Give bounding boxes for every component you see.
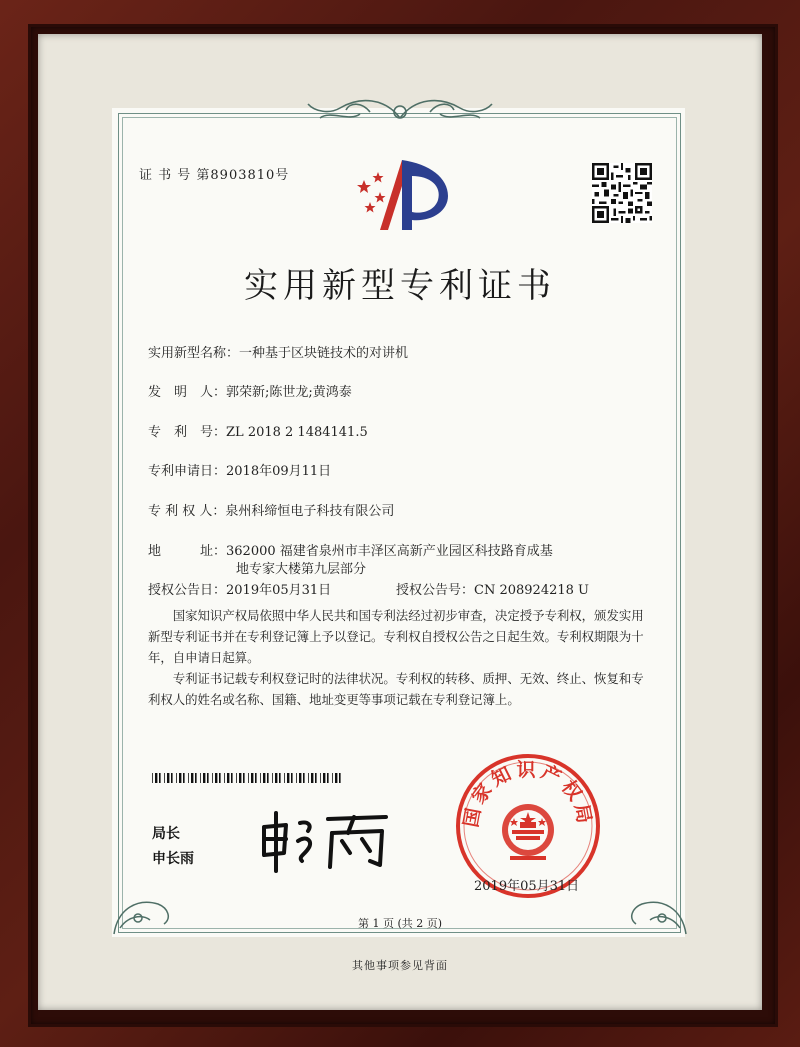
field-inventors <box>148 381 352 400</box>
paragraph-line: 新型专利证书并在专利登记簿上予以登记。专利权自授权公告之日起生效。专利权期限为十 <box>148 629 644 644</box>
field-value: 2019年05月31日 <box>226 583 332 598</box>
field-label: 专利申请日： <box>148 464 227 479</box>
field-label: 授权公告号： <box>396 583 475 598</box>
legal-status-paragraph <box>148 668 653 710</box>
director-title: 局长 <box>152 826 180 842</box>
field-value: 362000 福建省泉州市丰泽区高新产业园区科技路育成基 <box>226 544 553 559</box>
paragraph-line: 年，自申请日起算。 <box>148 650 260 665</box>
field-label: 专 利 号： <box>148 425 227 440</box>
director-signature-icon <box>258 805 398 875</box>
field-grant-date <box>148 579 331 598</box>
top-ornament-icon <box>300 88 500 128</box>
field-label: 授权公告日： <box>148 583 227 598</box>
field-value: 一种基于区块链技术的对讲机 <box>239 346 409 361</box>
certificate-number: 证 书 号 第8903810号 <box>139 168 290 183</box>
field-value: 2018年09月11日 <box>226 464 332 479</box>
field-value: 泉州科缔恒电子科技有限公司 <box>225 504 395 519</box>
field-label: 发 明 人： <box>148 385 227 400</box>
field-value: 郭荣新;陈世龙;黄鸿泰 <box>226 385 352 400</box>
barcode-icon <box>152 773 344 783</box>
certificate-title: 实用新型专利证书 <box>244 266 556 306</box>
paragraph-line: 国家知识产权局依照中华人民共和国专利法经过初步审查，决定授予专利权，颁发实用 <box>148 608 644 623</box>
field-patentee <box>148 500 394 519</box>
field-grant-number <box>396 579 589 598</box>
page-indicator: 第 1 页 (共 2 页) <box>357 917 443 930</box>
field-application-date <box>148 460 331 479</box>
svg-text:国家知识产权局: 国家知识产权局 <box>460 759 596 829</box>
paragraph-line: 专利证书记载专利权登记时的法律状况。专利权的转移、质押、无效、终止、恢复和专 <box>148 671 644 686</box>
field-value: ZL 2018 2 1484141.5 <box>226 425 368 440</box>
patent-office-logo-icon <box>350 156 450 236</box>
qr-code-icon <box>592 163 652 223</box>
paragraph-line: 利权人的姓名或名称、国籍、地址变更等事项记载在专利登记簿上。 <box>148 692 520 707</box>
field-label: 地 址： <box>148 544 227 559</box>
back-note: 其他事项参见背面 <box>352 959 448 972</box>
director-name: 申长雨 <box>152 851 194 867</box>
field-label: 实用新型名称： <box>148 346 240 361</box>
field-patent-number <box>148 421 368 440</box>
seal-date: 2019年05月31日 <box>474 879 580 894</box>
field-address <box>148 540 553 559</box>
field-label: 专 利 权 人： <box>148 504 226 519</box>
field-value: CN 208924218 U <box>474 583 589 598</box>
field-utility-model-name <box>148 342 408 361</box>
field-address-line2: 地专家大楼第九层部分 <box>236 562 367 577</box>
grant-paragraph <box>148 605 653 668</box>
